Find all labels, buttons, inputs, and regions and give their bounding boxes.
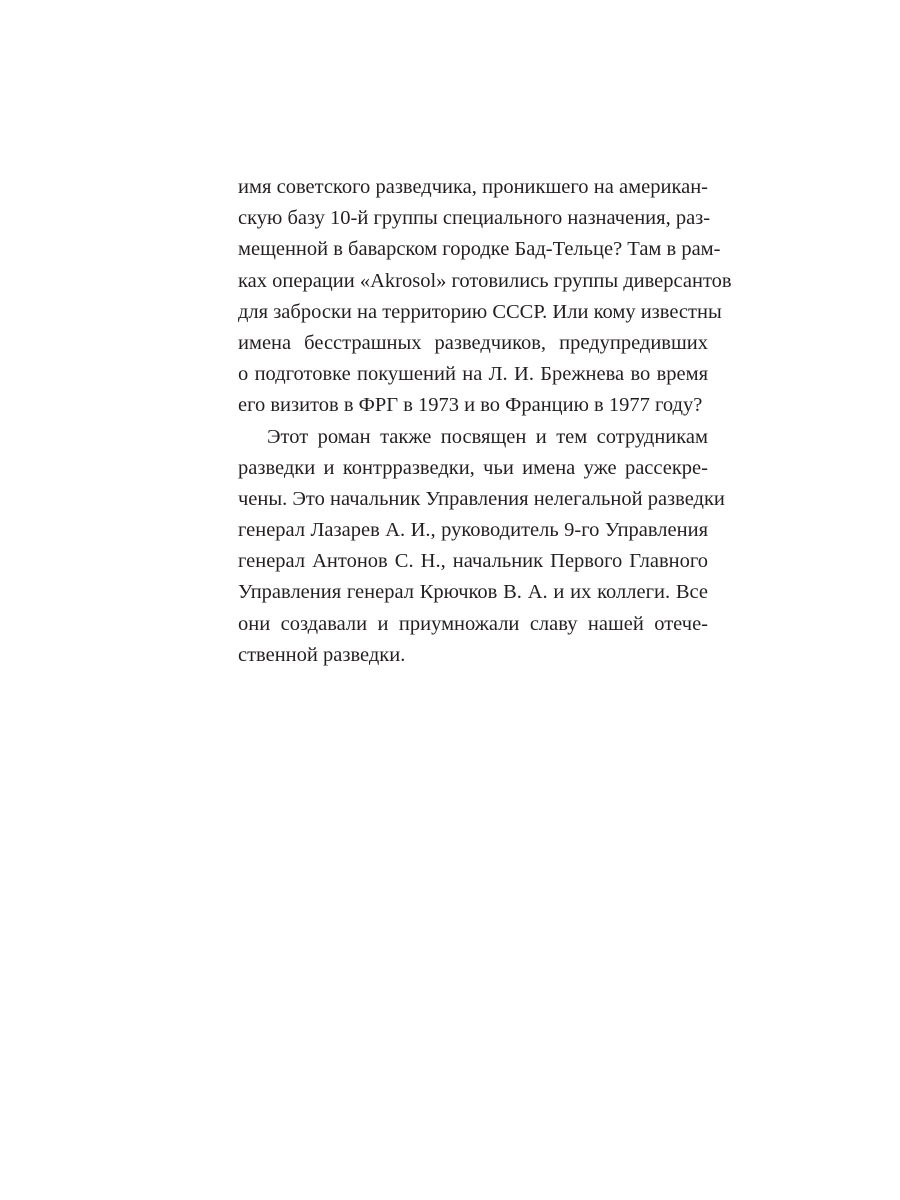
- text-line: скую базу 10-й группы специального назначения, раз-: [238, 207, 711, 230]
- text-line: для заброски на территорию СССР. Или кому известны: [238, 300, 722, 323]
- text-line: ках операции «Akrosol» готовились группы диверсантов: [238, 269, 732, 292]
- paragraph-1: [238, 172, 732, 422]
- text-line: Этот роман также посвящен и тем сотрудникам: [267, 425, 708, 448]
- body-text: [238, 172, 732, 671]
- text-line: разведки и контрразведки, чьи имена уже рассекре-: [238, 456, 708, 479]
- text-line: генерал Антонов С. Н., начальник Первого Главного: [238, 550, 708, 573]
- text-line: они создавали и приумножали славу нашей отече-: [238, 612, 708, 635]
- text-line: мещенной в баварском городке Бад-Тельце? Там в рам-: [238, 238, 721, 261]
- text-line: Управления генерал Крючков В. А. и их коллеги. Все: [238, 581, 708, 604]
- text-line: имена бесстрашных разведчиков, предупредивших: [238, 331, 708, 354]
- text-line: имя советского разведчика, проникшего на американ-: [238, 176, 708, 198]
- text-line: о подготовке покушений на Л. И. Брежнева во время: [238, 363, 708, 386]
- paragraph-2: [238, 422, 725, 672]
- text-line: его визитов в ФРГ в 1973 и во Францию в 1977 году?: [238, 394, 703, 417]
- text-line: ственной разведки.: [238, 643, 406, 666]
- text-line: генерал Лазарев А. И., руководитель 9-го Управления: [238, 519, 708, 542]
- text-line: чены. Это начальник Управления нелегальной разведки: [238, 487, 725, 510]
